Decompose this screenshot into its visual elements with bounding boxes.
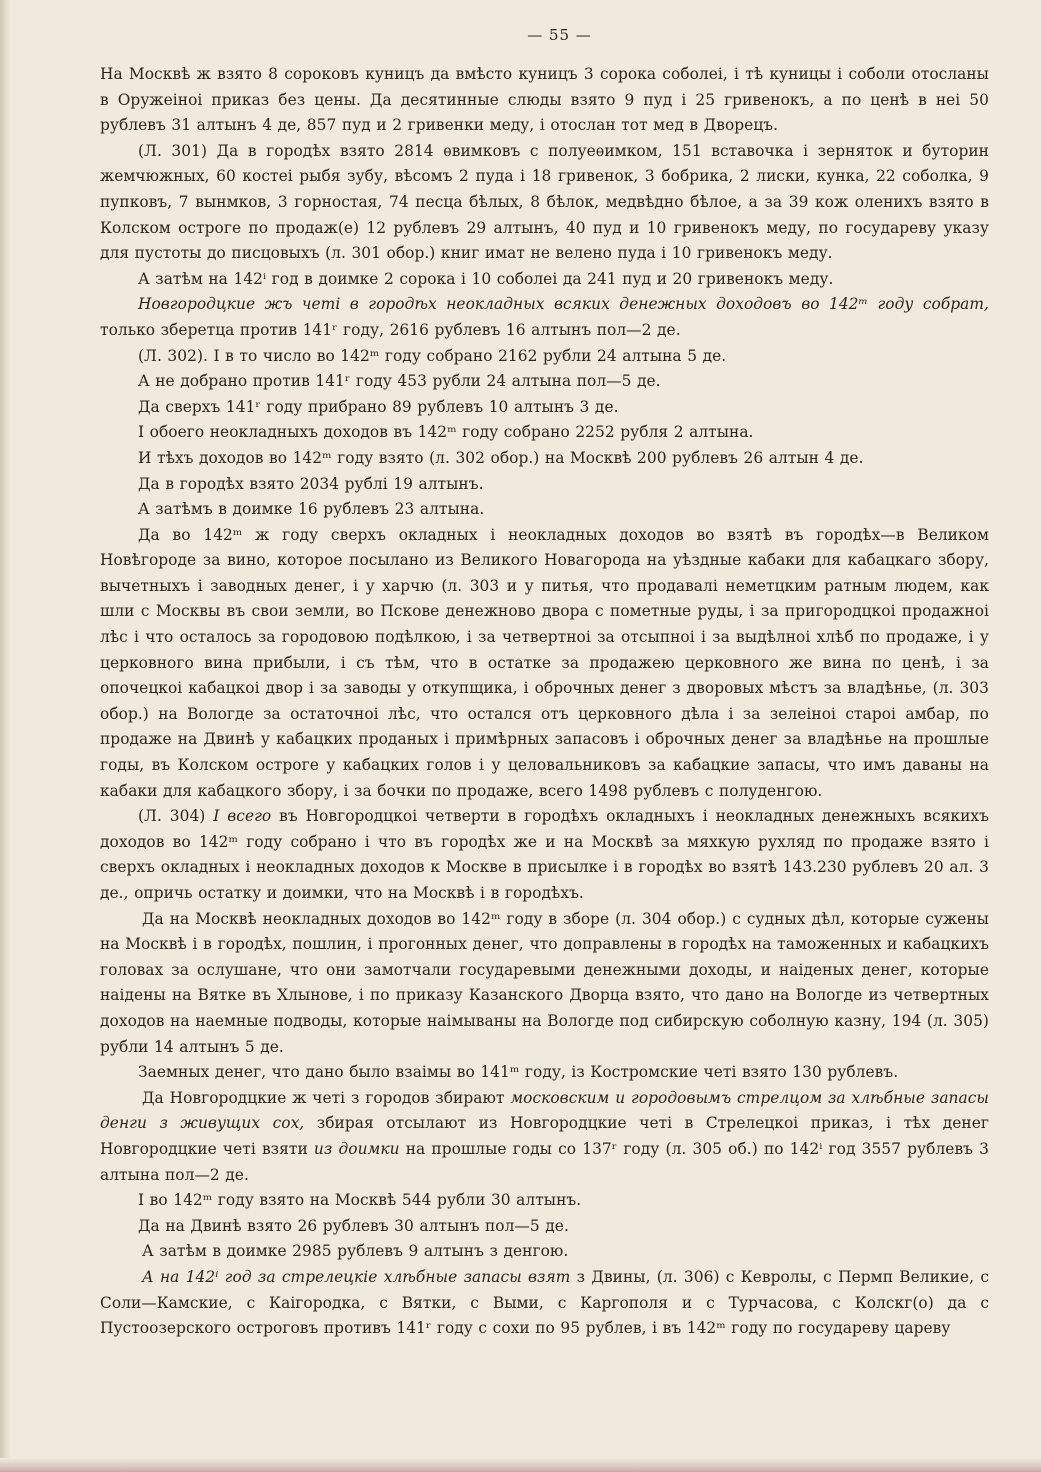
text-run: въ Новгородцкоі четверти в городѣхъ окладныхъ і неокладных денежныхъ всякихъ доходов во 142ᵐ году собрано і что въ городѣх же и на Москвѣ за мяхкую рухляд по продаже взято і сверхъ окладных і неокладных доходов к Москве в присылке і в городѣх во взятѣ 143.230 рублевъ 20 ал. 3 де., опричь остатку и доимки, что на Москвѣ і в городѣхъ.: [100, 807, 989, 902]
italic-text-run: из доимки: [313, 1139, 400, 1158]
text-run: Да во 142ᵐ ж году сверхъ окладных і неокладных доходов во взятѣ въ городѣх—в Великом Новѣгороде за вино, которое посылано из Великого Новагорода на уѣздные кабаки для кабацкаго збору, вычетныхъ і заводных денег, і у харчю (л. 303 и у питья, что продавалі неметцким ратным людем, как шли с Москвы въ свои земли, во Пскове денежново двора с пометные руды, і за пригородцкоі продажноі лѣс і что осталось за городовою подѣлкою, і за четвертноі за отсыпноі і за выдѣлноі хлѣб по продаже, і у церковного вина прибыли, і съ тѣм, что в остатке за продажею церковного же вина по ценѣ, і за опочецкоі кабацкоі двор і за заводы у откупщика, і оброчных денег з дворовых мѣстъ за владѣнье, (л. 303 обор.) на Вологде за остаточноі лѣс, что остался отъ церковного дѣла і за зелеіноі староі амбар, по продаже на Двинѣ у кабацких проданых і примѣрных запасовъ і оброчных денег за владѣнье на прошлые годы, въ Колском остроге у кабацких голов і у целовальниковъ за кабацкие запасы, что имъ даваны на кабаки для кабацкого збору, і за бочки по продаже, всего 1498 рублевъ с полуденгою.: [100, 525, 989, 800]
paragraph-16: [100, 1086, 989, 1188]
paragraph-1: [100, 62, 989, 139]
page-number: — 55 —: [527, 26, 592, 44]
paragraph-18: [100, 1214, 989, 1240]
italic-text-run: Новгородцкие жъ четі в городѣх неокладных всяких денежных доходовъ во 142ᵐ году собрат,: [138, 295, 989, 314]
text-run: И тѣхъ доходов во 142ᵐ году взято (л. 302 обор.) на Москвѣ 200 рублевъ 26 алтын 4 де.: [138, 448, 864, 467]
document-body: [100, 62, 989, 1342]
text-run: А затѣм в доимке 2985 рублевъ 9 алтынъ з денгою.: [142, 1242, 569, 1261]
page-edge-shadow: [0, 0, 10, 1472]
text-run: Да на Москвѣ неокладных доходов во 142ᵐ году в зборе (л. 304 обор.) с судных дѣл, которые сужены на Москвѣ і в городѣх, пошлин, і прогонных денег, что доправлены в городѣх на таможенных и кабацкихъ головах за ослушане, что они замотчали государевыми денежными доходы, и наіденых денег, которые наідены на Вятке въ Хлынове, і по приказу Казанского Дворца взято, что дано на Вологде из четвертных доходов на наемные подводы, которые наімываны на Вологде под сибирскую соболную казну, 194 (л. 305) рубли 14 алтынъ 5 де.: [100, 909, 989, 1056]
italic-text-run: І всего: [213, 807, 272, 826]
paragraph-5: [100, 344, 989, 370]
text-run: А затѣмъ в доимке 16 рублевъ 23 алтына.: [138, 500, 485, 519]
text-run: Да сверхъ 141ʳ году прибрано 89 рублевъ 10 алтынъ 3 де.: [138, 397, 619, 416]
paragraph-2: [100, 139, 989, 267]
italic-text-run: московским и городовымъ стрелцом за хлѣбные запасы денги з живущих сох,: [100, 1088, 989, 1133]
text-run: Заемных денег, что дано было взаімы во 141ᵐ году, із Костромские четі взято 130 рублевъ.: [138, 1063, 899, 1082]
paragraph-9: [100, 446, 989, 472]
italic-text-run: А на 142ⁱ год за стрелецкіе хлѣбные запасы взят: [142, 1267, 571, 1286]
text-run: (Л. 304): [138, 807, 214, 826]
paragraph-10: [100, 472, 989, 498]
text-run: А не добрано против 141ʳ году 453 рубли 24 алтына пол—5 де.: [138, 372, 661, 391]
paragraph-19: [100, 1239, 989, 1265]
text-run: (Л. 301) Да в городѣх взято 2814 ѳвимковъ с полуеѳимком, 151 вставочка і зерняток и буторин жемчюжных, 60 костеі рыбя зубу, вѣсомъ 2 пуда і 18 гривенок, 3 бобрика, 2 лиски, кунка, 22 соболка, 9 пупковъ, 7 вынмков, 3 горностая, 74 песца бѣлых, 8 бѣлок, медвѣдно бѣлое, а за 39 кож оленихъ взято в Колском остроге по продаж(е) 12 рублевъ 29 алтынъ, 40 пуд и 10 гривенокъ меду, по государеву указу для пустоты до писцовыхъ (л. 301 обор.) книг имат не велено пуда і 10 гривенокъ меду.: [100, 141, 989, 263]
text-run: А затѣм на 142ⁱ год в доимке 2 сорока і 10 соболеі да 241 пуд и 20 гривенокъ меду.: [138, 269, 834, 288]
text-run: (Л. 302). І в то число во 142ᵐ году собрано 2162 рубли 24 алтына 5 де.: [138, 346, 727, 365]
text-run: І обоего неокладныхъ доходов въ 142ᵐ году собрано 2252 рубля 2 алтына.: [138, 423, 754, 442]
paragraph-7: [100, 395, 989, 421]
paragraph-13: [100, 804, 989, 906]
paragraph-14: [100, 907, 989, 1061]
paragraph-12: [100, 523, 989, 805]
text-run: збирая отсылают из Новгородцкие четі в Стрелецкоі приказ, і тѣх денег Новгородцкие четі взяти: [100, 1114, 989, 1158]
paragraph-17: [100, 1188, 989, 1214]
paragraph-4: [100, 292, 989, 343]
text-run: На Москвѣ ж взято 8 сороковъ куницъ да вмѣсто куницъ 3 сорока соболеі, і тѣ куницы і соболи отосланы в Оружеіноі приказ без цены. Да десятинные слюды взято 9 пуд і 25 гривенокъ, а по ценѣ в неі 50 рублевъ 31 алтынъ 4 де, 857 пуд и 2 гривенки меду, і отослан тот мед в Дворецъ.: [100, 65, 989, 135]
page-bottom-edge: [0, 1458, 1041, 1472]
paragraph-3: [100, 267, 989, 293]
text-run: только зберетца против 141ʳ году, 2616 рублевъ 16 алтынъ пол—2 де.: [100, 320, 681, 339]
text-run: з Двины, (л. 306) с Кевролы, с Пермп Великие, с Соли—Камские, с Каігородка, с Вятки, с Выми, с Каргополя и с Турчасова, с Колскг(о) да с Пустоозерского остроговъ противъ 141ʳ году с сохи по 95 рублев, і въ 142ᵐ году по государеву цареву: [100, 1267, 989, 1338]
paragraph-8: [100, 420, 989, 446]
text-run: Да Новгородцкие ж четі з городов збирают: [142, 1088, 511, 1107]
text-run: І во 142ᵐ году взято на Москвѣ 544 рубли 30 алтынъ.: [138, 1191, 582, 1210]
paragraph-11: [100, 497, 989, 523]
paragraph-15: [100, 1060, 989, 1086]
text-run: Да на Двинѣ взято 26 рублевъ 30 алтынъ пол—5 де.: [138, 1216, 569, 1235]
text-run: Да в городѣх взято 2034 рублі 19 алтынъ.: [138, 474, 484, 493]
paragraph-20: [100, 1265, 989, 1342]
paragraph-6: [100, 369, 989, 395]
text-run: на прошлые годы со 137ʳ году (л. 305 об.) по 142ⁱ год 3557 рублевъ 3 алтына пол—2 де.: [100, 1139, 989, 1184]
